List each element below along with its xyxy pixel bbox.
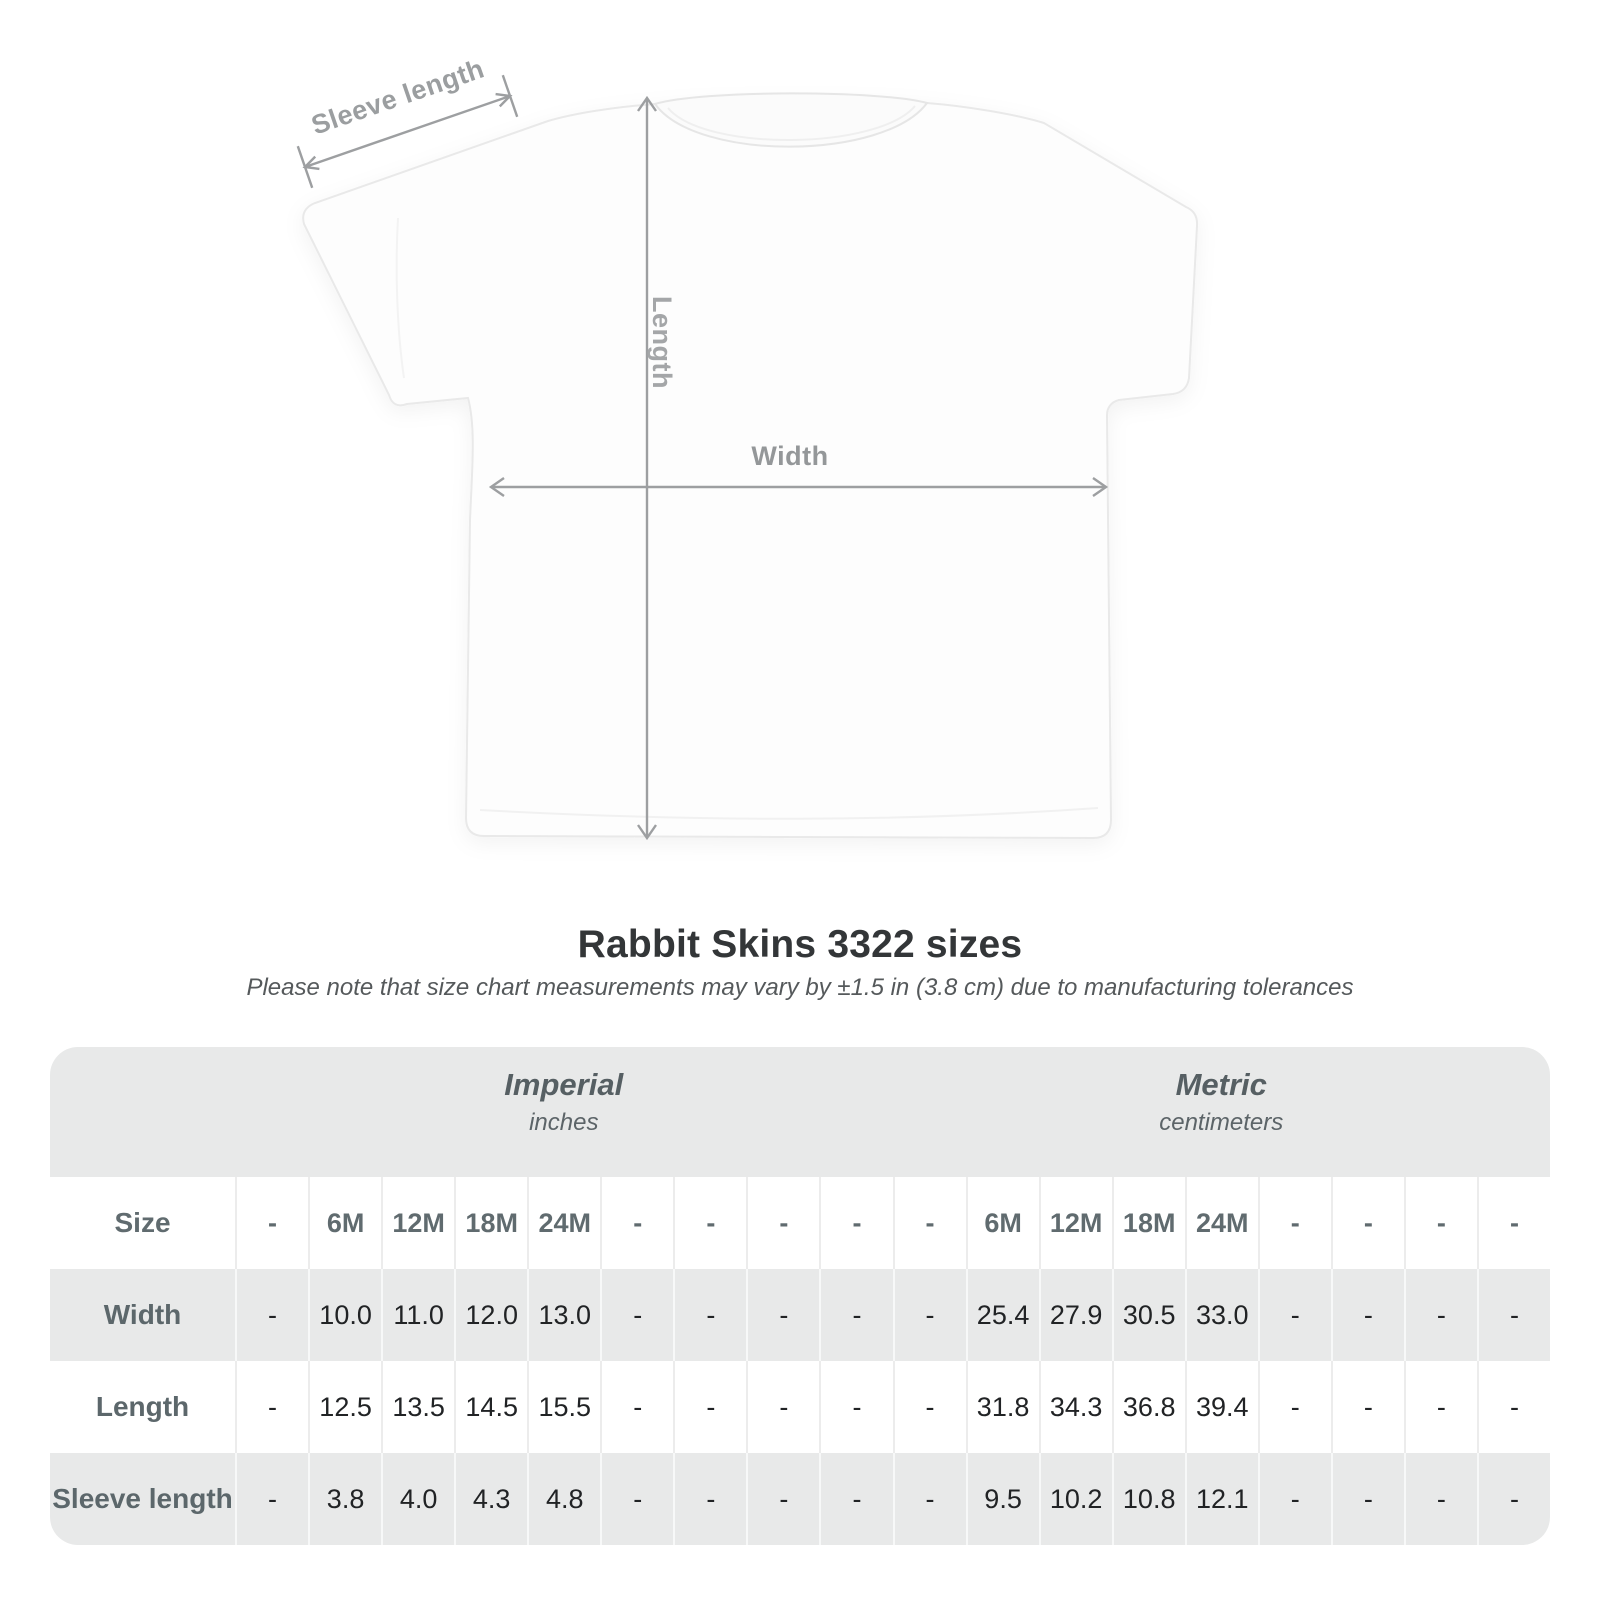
table-cell: 34.3 <box>1039 1361 1112 1453</box>
table-cell: - <box>1404 1269 1477 1361</box>
table-cell: - <box>673 1361 746 1453</box>
page-title: Rabbit Skins 3322 sizes <box>577 923 1023 966</box>
sleeve-length-label: Sleeve length <box>307 53 489 141</box>
table-rows <box>50 1177 1550 1545</box>
table-row <box>50 1361 1550 1453</box>
table-cell: - <box>600 1361 673 1453</box>
table-cell: 30.5 <box>1112 1269 1185 1361</box>
metric-unit: centimeters <box>1159 1109 1284 1136</box>
table-cell: - <box>819 1361 892 1453</box>
table-cell: - <box>1331 1361 1404 1453</box>
imperial-unit: inches <box>529 1109 599 1136</box>
width-label: Width <box>751 441 829 471</box>
table-cell: - <box>746 1453 819 1545</box>
table-cell: - <box>746 1361 819 1453</box>
table-cell: - <box>746 1177 819 1269</box>
row-label: Length <box>95 1391 190 1422</box>
table-cell: 12.1 <box>1185 1453 1258 1545</box>
table-cell: 10.8 <box>1112 1453 1185 1545</box>
table-cell: 13.5 <box>381 1361 454 1453</box>
table-cell: 15.5 <box>527 1361 600 1453</box>
row-label: Sleeve length <box>52 1483 233 1514</box>
table-cell: - <box>893 1177 966 1269</box>
table-cell: 12.5 <box>308 1361 381 1453</box>
table-cell: - <box>600 1269 673 1361</box>
metric-title: Metric <box>1175 1067 1267 1102</box>
table-cell: 27.9 <box>1039 1269 1112 1361</box>
table-cell: 6M <box>966 1177 1039 1269</box>
table-cell: 25.4 <box>966 1269 1039 1361</box>
row-label: Width <box>103 1299 182 1330</box>
table-cell: - <box>819 1177 892 1269</box>
table-cell: - <box>1477 1453 1550 1545</box>
table-cell: - <box>1477 1269 1550 1361</box>
table-cell: - <box>819 1269 892 1361</box>
table-cell: - <box>893 1269 966 1361</box>
table-cell: - <box>1477 1177 1550 1269</box>
table-cell: - <box>893 1361 966 1453</box>
table-cell: 12M <box>381 1177 454 1269</box>
table-cell: - <box>746 1269 819 1361</box>
table-cell: 31.8 <box>966 1361 1039 1453</box>
table-cell: 6M <box>308 1177 381 1269</box>
table-cell: - <box>1258 1361 1331 1453</box>
table-cell: - <box>673 1453 746 1545</box>
table-cell: 12M <box>1039 1177 1112 1269</box>
imperial-header <box>235 1047 893 1177</box>
table-cell: - <box>819 1453 892 1545</box>
table-cell: 24M <box>1185 1177 1258 1269</box>
length-label: Length <box>647 296 677 389</box>
row-label: Size <box>114 1207 171 1238</box>
table-cell: - <box>235 1177 308 1269</box>
table-cell: 10.2 <box>1039 1453 1112 1545</box>
table-cell: 4.0 <box>381 1453 454 1545</box>
table-cell: 9.5 <box>966 1453 1039 1545</box>
table-row <box>50 1177 1550 1269</box>
table-cell: 4.8 <box>527 1453 600 1545</box>
imperial-title: Imperial <box>504 1067 624 1102</box>
table-cell: 18M <box>1112 1177 1185 1269</box>
metric-header <box>893 1047 1551 1177</box>
table-cell: - <box>1331 1453 1404 1545</box>
unit-header-band <box>50 1047 1550 1177</box>
table-cell: - <box>1404 1453 1477 1545</box>
table-cell: - <box>235 1453 308 1545</box>
table-cell: - <box>235 1361 308 1453</box>
table-cell: 33.0 <box>1185 1269 1258 1361</box>
table-cell: - <box>600 1453 673 1545</box>
table-cell: 24M <box>527 1177 600 1269</box>
table-cell: - <box>673 1269 746 1361</box>
table-cell: - <box>893 1453 966 1545</box>
table-cell: - <box>1404 1177 1477 1269</box>
table-cell: - <box>1258 1177 1331 1269</box>
table-cell: 11.0 <box>381 1269 454 1361</box>
size-chart-table <box>50 1047 1550 1545</box>
table-cell: 4.3 <box>454 1453 527 1545</box>
table-cell: - <box>1331 1177 1404 1269</box>
table-cell: - <box>600 1177 673 1269</box>
table-cell: 3.8 <box>308 1453 381 1545</box>
table-cell: 36.8 <box>1112 1361 1185 1453</box>
table-cell: - <box>1258 1453 1331 1545</box>
table-cell: 12.0 <box>454 1269 527 1361</box>
table-row <box>50 1269 1550 1361</box>
table-cell: - <box>1477 1361 1550 1453</box>
table-cell: - <box>1331 1269 1404 1361</box>
table-cell: - <box>673 1177 746 1269</box>
table-cell: 14.5 <box>454 1361 527 1453</box>
table-cell: 13.0 <box>527 1269 600 1361</box>
table-row <box>50 1453 1550 1545</box>
table-cell: 18M <box>454 1177 527 1269</box>
table-cell: 10.0 <box>308 1269 381 1361</box>
tolerance-note: Please note that size chart measurements may vary by ±1.5 in (3.8 cm) due to manufacturing tolerances <box>246 974 1354 1001</box>
table-cell: - <box>1258 1269 1331 1361</box>
table-cell: - <box>1404 1361 1477 1453</box>
table-cell: 39.4 <box>1185 1361 1258 1453</box>
table-cell: - <box>235 1269 308 1361</box>
